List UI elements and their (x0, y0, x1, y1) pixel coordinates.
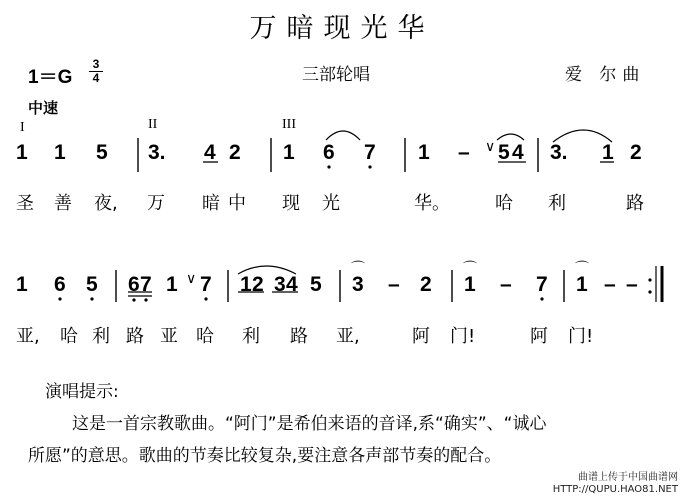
note: 4 (286, 273, 298, 296)
octave-dot (132, 298, 135, 301)
key-signature: 1＝G (28, 67, 73, 88)
note: – (626, 273, 638, 296)
slur (326, 131, 360, 140)
time-signature-bottom: 4 (92, 71, 100, 85)
note: 2 (229, 141, 241, 164)
lyric: 利 (242, 326, 260, 347)
lyric: 光 (322, 193, 340, 214)
note: 3. (148, 141, 166, 164)
watermark-line-2: HTTP://QUPU.HAO81.NET (552, 484, 678, 495)
part-mark-1: I (20, 120, 25, 135)
octave-dot (90, 297, 93, 300)
fermata: ⌒ (575, 260, 589, 276)
note: 4 (512, 141, 524, 164)
lyric: 路 (626, 193, 644, 214)
tempo-marking: 中速 (28, 99, 59, 117)
note: 7 (364, 141, 376, 164)
breath-mark: ∨ (186, 270, 197, 286)
note: 1 (16, 141, 28, 164)
octave-dot (144, 298, 147, 301)
lyric: 阿 (412, 326, 430, 347)
lyric: 夜, (94, 193, 118, 214)
note: – (388, 273, 400, 296)
note: 7 (140, 273, 152, 296)
lyric: 善 (54, 193, 72, 214)
note: 2 (420, 273, 432, 296)
watermark (553, 472, 678, 496)
note: 4 (204, 141, 216, 164)
note: 5 (96, 141, 108, 164)
note: – (500, 273, 512, 296)
note: 5 (498, 141, 510, 164)
part-mark-3: III (282, 117, 296, 132)
slur (497, 134, 524, 140)
repeat-dot (648, 290, 651, 293)
lyric: 中 (228, 193, 246, 214)
song-subtitle: 三部轮唱 (302, 65, 370, 85)
lyric: 哈 (495, 193, 513, 214)
lyric: 路 (126, 326, 144, 347)
lyric: 门! (568, 326, 594, 347)
lyric: 利 (92, 326, 110, 347)
note: 3 (274, 273, 286, 296)
lyric: 亚, (16, 326, 40, 347)
time-signature-top: 3 (92, 57, 100, 71)
octave-dot (327, 165, 330, 168)
note: 1 (240, 273, 252, 296)
lyric: 亚, (336, 326, 360, 347)
octave-dot (204, 297, 207, 300)
lyric: 哈 (196, 326, 214, 347)
lyric: 圣 (16, 193, 34, 214)
song-title: 万暗现光华 (249, 13, 435, 44)
note: 1 (16, 273, 28, 296)
note: 2 (630, 141, 642, 164)
hint-text-line-1: 这是一首宗教歌曲。“阿门”是希伯来语的音译,系“确实”、“诚心 (72, 414, 547, 434)
note: 1 (602, 141, 614, 164)
lyric: 亚 (160, 326, 178, 347)
note: 1 (166, 273, 178, 296)
lyric: 现 (282, 193, 300, 214)
lyric: 利 (548, 193, 566, 214)
part-mark-2: II (148, 117, 158, 132)
lyric: 门! (450, 326, 476, 347)
note: 6 (323, 141, 335, 164)
watermark-line-1: 曲谱上传于中国曲谱网 (578, 472, 678, 483)
note: 1 (54, 141, 66, 164)
note: 3. (550, 141, 568, 164)
note: 1 (464, 273, 476, 296)
lyric: 暗 (202, 193, 220, 214)
lyric: 万 (147, 193, 165, 214)
note: 1 (283, 141, 295, 164)
octave-dot (58, 297, 61, 300)
octave-dot (540, 297, 543, 300)
note: 6 (128, 273, 140, 296)
octave-dot (368, 165, 371, 168)
note: 2 (252, 273, 264, 296)
note: 6 (54, 273, 66, 296)
note: 7 (200, 273, 212, 296)
repeat-dot (648, 278, 651, 281)
note: – (604, 273, 616, 296)
note: 3 (352, 273, 364, 296)
breath-mark: ∨ (485, 138, 496, 154)
note: 1 (418, 141, 430, 164)
note: 5 (86, 273, 98, 296)
composer: 爱 尔曲 (565, 65, 646, 85)
lyric: 路 (290, 326, 308, 347)
hint-text-line-2: 所愿”的意思。歌曲的节奏比较复杂,要注意各声部节奏的配合。 (28, 446, 502, 466)
fermata: ⌒ (351, 260, 365, 276)
fermata: ⌒ (463, 260, 477, 276)
lyric: 华。 (414, 193, 450, 214)
note: 5 (310, 273, 322, 296)
note: 1 (576, 273, 588, 296)
note: 7 (536, 273, 548, 296)
lyric: 哈 (60, 326, 78, 347)
hint-title: 演唱提示: (45, 382, 119, 402)
lyric: 阿 (530, 326, 548, 347)
note: – (458, 141, 470, 164)
